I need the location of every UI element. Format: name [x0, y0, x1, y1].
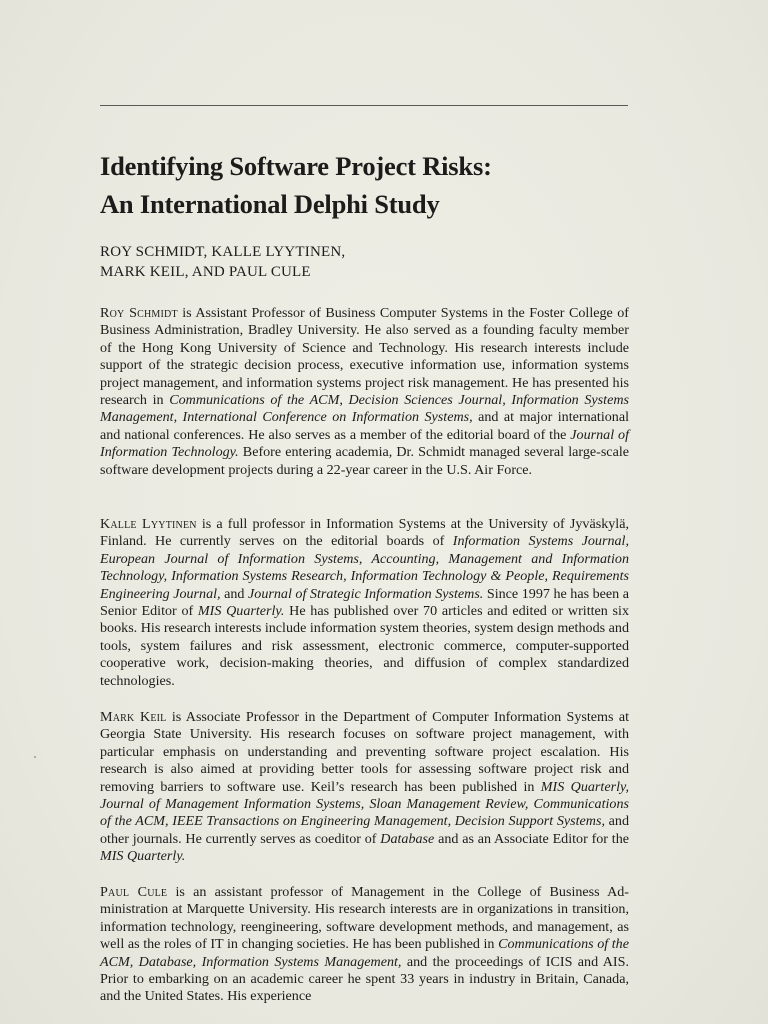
bio-mark-keil: [100, 709, 629, 866]
title-line-2: An International Delphi Study: [100, 189, 440, 219]
bio-paragraph: [100, 884, 629, 1006]
author-list: [100, 242, 640, 282]
bio-publication-list: Journal of Strategic Information Systems.: [248, 585, 484, 602]
bio-text: is Associate Professor in the Department of Computer Information Systems at Georgia State University. His research focuses on software project management, with particular emphasis on understanding and preventing software project escalation. His research is also aimed at providing better tools for assessing software project risk and removing barriers to software use. Keil’s research has been published in: [100, 709, 629, 795]
header-rule: [100, 105, 628, 106]
title-line-1: Identifying Software Project Risks:: [100, 151, 492, 181]
bio-publication-list: Communications of the ACM, Database, Information Systems Management,: [100, 936, 629, 970]
bio-text: and: [220, 585, 249, 602]
bio-roy-schmidt: [100, 305, 629, 479]
bio-text: and at major international and national conferences. He also serves as a member of the editorial board of the: [100, 409, 629, 443]
bio-author-name: Kalle Lyytinen: [100, 516, 197, 532]
bio-paragraph: [100, 709, 629, 866]
bio-text: Since 1997 he has been a Senior Editor of: [100, 585, 630, 620]
bio-publication-list: MIS Quarterly.: [100, 848, 186, 865]
scan-speck: [34, 756, 36, 758]
bio-text: He has published over 70 articles and edited or written six books. His research interests include information system theories, system design methods and tools, system failures and risk assessment, electronic commerce, computer-supported cooperative work, decision-making theories, and diffusion of complex standardized technologies.: [100, 603, 629, 689]
bio-author-name: Paul Cule: [100, 884, 168, 900]
bio-author-name: Mark Keil: [100, 709, 167, 725]
bio-publication-list: Database: [380, 830, 435, 847]
bio-text: and the proceedings of ICIS and AIS. Prior to embarking on an academic career he spent 33 years in industry in Britain, Canada, and the United States. His experience: [100, 953, 629, 1005]
bio-text: Before entering academia, Dr. Schmidt managed several large-scale software development projects during a 22-year career in the U.S. Air Force.: [100, 444, 629, 478]
bio-text: is an assistant professor of Management in the College of Business Administration at Marquette University. His research interests are in organizations in transition, information technology, reengineering, software development methods, and management, as well as the roles of IT in changing societies. He has been published in: [100, 884, 629, 953]
bio-publication-list: Information Systems Journal, European Journal of Information Systems, Accounting, Management and Information Technology, Information Systems Research, Information Technology & People, Requirements Engineering Journal,: [100, 533, 629, 602]
bio-text: is a full professor in Information Systems at the University of Jyväskylä, Finland. He currently serves on the editorial boards of: [100, 516, 629, 550]
bio-publication-list: MIS Quarterly, Journal of Management Information Systems, Sloan Management Review, Communications of the ACM, IEEE Transactions on Engineering Management, Decision Support Systems,: [100, 778, 629, 830]
bio-kalle-lyytinen: [100, 516, 629, 690]
bio-text: and other journals. He currently serves as coeditor of: [100, 813, 630, 847]
authors-line-2: MARK KEIL, AND PAUL CULE: [100, 264, 311, 280]
bio-paragraph: [100, 516, 629, 690]
bio-publication-list: MIS Quarterly.: [197, 603, 285, 620]
bio-author-name: Roy Schmidt: [100, 305, 178, 321]
bio-paul-cule: [100, 884, 629, 1006]
article-title: [100, 147, 640, 223]
bio-paragraph: [100, 305, 629, 479]
authors-line-1: ROY SCHMIDT, KALLE LYYTINEN,: [100, 244, 346, 260]
bio-text: and as an Associate Editor for the: [434, 830, 629, 847]
bio-publication-list: Communications of the ACM, Decision Sciences Journal, Information Systems Management, International Conference on Information Systems,: [100, 392, 629, 426]
bio-text: is Assistant Professor of Business Computer Systems in the Foster College of Business Administration, Bradley University. He also served as a founding faculty member of the Hong Kong University of Science and Technology. His research interests include support of the strategic decision process, executive information use, information systems project management, and information systems project risk management. He has presented his research in: [100, 305, 629, 409]
bio-publication-list: Journal of Information Technology.: [100, 426, 629, 461]
